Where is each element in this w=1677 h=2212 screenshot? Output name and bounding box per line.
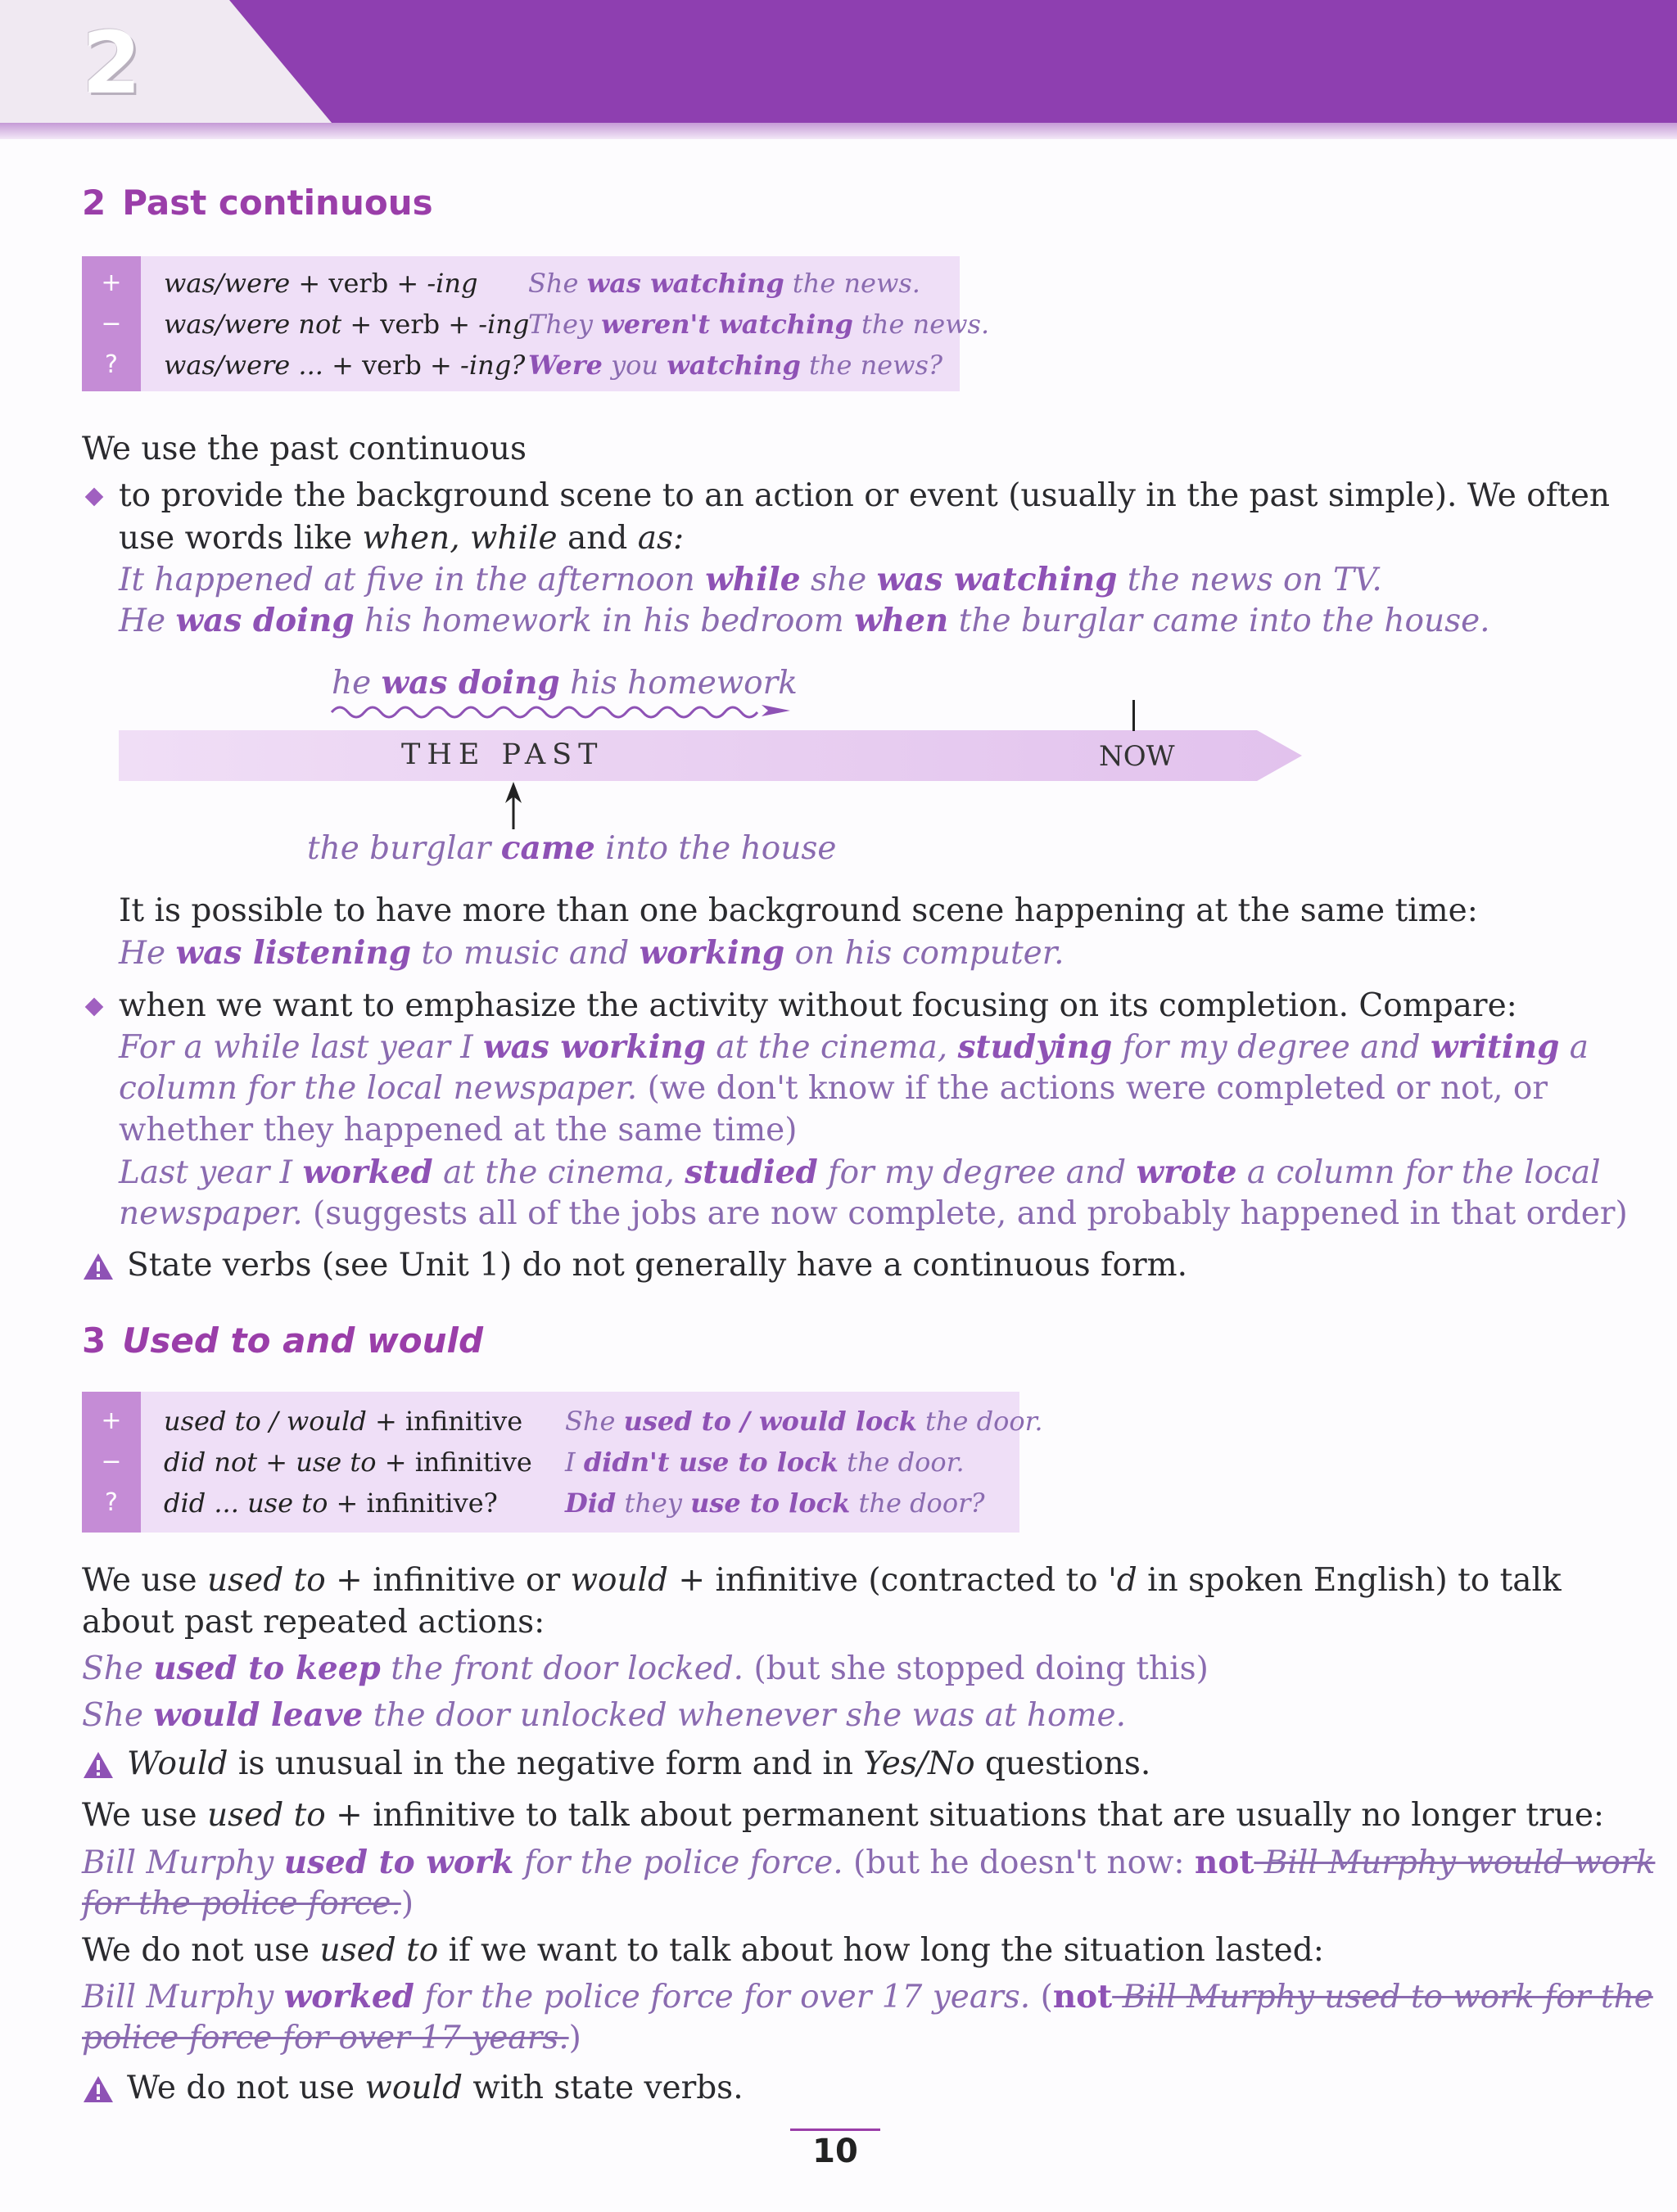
form-row-question: [82, 1483, 1019, 1524]
form-example: Did they use to lock the door?: [565, 1487, 985, 1519]
example-sentence: He was listening to music and working on his computer.: [119, 934, 1065, 972]
warning-icon: [82, 2074, 115, 2104]
section-title: Past continuous: [122, 183, 433, 223]
section-heading-used-to: [82, 1320, 483, 1362]
example-sentence: column for the local newspaper. (we don't know if the actions were completed or not, or: [119, 1070, 1548, 1107]
question-symbol: ?: [105, 350, 118, 379]
form-example: They weren't watching the news.: [528, 309, 990, 340]
form-formula: did ... use to + infinitive?: [164, 1487, 498, 1519]
form-row-negative: [82, 304, 990, 345]
section-number: 2: [82, 183, 106, 223]
timeline-top-label: he was doing his homework: [332, 664, 798, 702]
form-formula: was/were not + verb + -ing: [164, 309, 530, 340]
example-sentence: police force for over 17 years.): [82, 2020, 581, 2056]
page-number: 10: [812, 2133, 858, 2170]
up-arrow-icon: [501, 782, 526, 831]
section-title: Used to and would: [122, 1320, 484, 1361]
intro-text: We use the past continuous: [82, 431, 527, 467]
example-sentence: for the police force.): [82, 1885, 414, 1922]
warning-icon: [82, 1750, 115, 1780]
example-sentence: She would leave the door unlocked whenever she was at home.: [82, 1696, 1126, 1734]
example-note: whether they happened at the same time): [119, 1112, 798, 1149]
example-sentence: newspaper. (suggests all of the jobs are now complete, and probably happened in that order): [119, 1195, 1628, 1232]
bullet-text: to provide the background scene to an action or event (usually in the past simple). We often: [119, 477, 1611, 514]
minus-symbol: −: [101, 1447, 122, 1476]
timeline-now-label: NOW: [1099, 740, 1175, 773]
form-formula: was/were ... + verb + -ing?: [164, 350, 526, 381]
plus-symbol: +: [101, 269, 122, 297]
example-sentence: He was doing his homework in his bedroom when the burglar came into the house.: [119, 602, 1490, 639]
example-sentence: Bill Murphy worked for the police force for over 17 years. (not Bill Murphy used to work for the: [82, 1978, 1653, 2016]
example-sentence: She used to keep the front door locked. (but she stopped doing this): [82, 1650, 1209, 1687]
body-text: It is possible to have more than one background scene happening at the same time:: [119, 892, 1478, 929]
form-formula: used to / would + infinitive: [164, 1406, 523, 1437]
form-formula: was/were + verb + -ing: [164, 268, 478, 299]
bullet-icon: [85, 488, 104, 507]
bullet-text: when we want to emphasize the activity without focusing on its completion. Compare:: [119, 987, 1517, 1024]
wavy-arrow-icon: [328, 700, 794, 725]
warning-text: Would is unusual in the negative form and in Yes/No questions.: [127, 1745, 1151, 1782]
body-text: We use used to + infinitive to talk about permanent situations that are usually no longer true:: [82, 1797, 1605, 1834]
timeline-bottom-label: the burglar came into the house: [307, 829, 837, 867]
form-example: She was watching the news.: [528, 268, 920, 299]
form-example: She used to / would lock the door.: [565, 1406, 1043, 1437]
form-row-positive: [82, 1401, 1043, 1442]
form-example: I didn't use to lock the door.: [565, 1447, 965, 1478]
question-symbol: ?: [105, 1488, 118, 1517]
body-text: We do not use used to if we want to talk about how long the situation lasted:: [82, 1932, 1324, 1969]
form-formula: did not + use to + infinitive: [164, 1447, 532, 1478]
body-text: We use used to + infinitive or would + infinitive (contracted to 'd in spoken English) to talk: [82, 1562, 1562, 1599]
form-example: Were you watching the news?: [528, 350, 943, 381]
form-row-positive: [82, 263, 960, 304]
minus-symbol: −: [101, 309, 122, 338]
example-sentence: It happened at five in the afternoon while she was watching the news on TV.: [119, 561, 1382, 598]
timeline-past-label: THE PAST: [401, 738, 604, 771]
warning-icon: [82, 1252, 115, 1281]
warning-text: We do not use would with state verbs.: [127, 2070, 744, 2106]
section-number: 3: [82, 1320, 106, 1361]
now-marker: [1132, 700, 1135, 731]
form-row-negative: [82, 1442, 1019, 1483]
bullet-icon: [85, 998, 104, 1017]
plus-symbol: +: [101, 1406, 122, 1435]
form-table-used-to: [82, 1392, 1043, 1533]
warning-text: State verbs (see Unit 1) do not generally have a continuous form.: [127, 1247, 1187, 1284]
bullet-text: use words like when, while and as:: [119, 520, 685, 557]
example-sentence: Bill Murphy used to work for the police force. (but he doesn't now: not Bill Murphy would work: [82, 1844, 1656, 1881]
unit-banner: [0, 0, 1677, 139]
body-text: about past repeated actions:: [82, 1604, 545, 1641]
example-sentence: For a while last year I was working at the cinema, studying for my degree and writing a: [119, 1028, 1589, 1066]
example-sentence: Last year I worked at the cinema, studied for my degree and wrote a column for the local: [119, 1153, 1601, 1191]
form-table-past-continuous: [82, 256, 990, 391]
section-heading-past-continuous: [82, 182, 433, 224]
form-row-question: [82, 345, 960, 386]
unit-number: 2: [82, 13, 142, 113]
page-number-rule: [790, 2128, 880, 2131]
